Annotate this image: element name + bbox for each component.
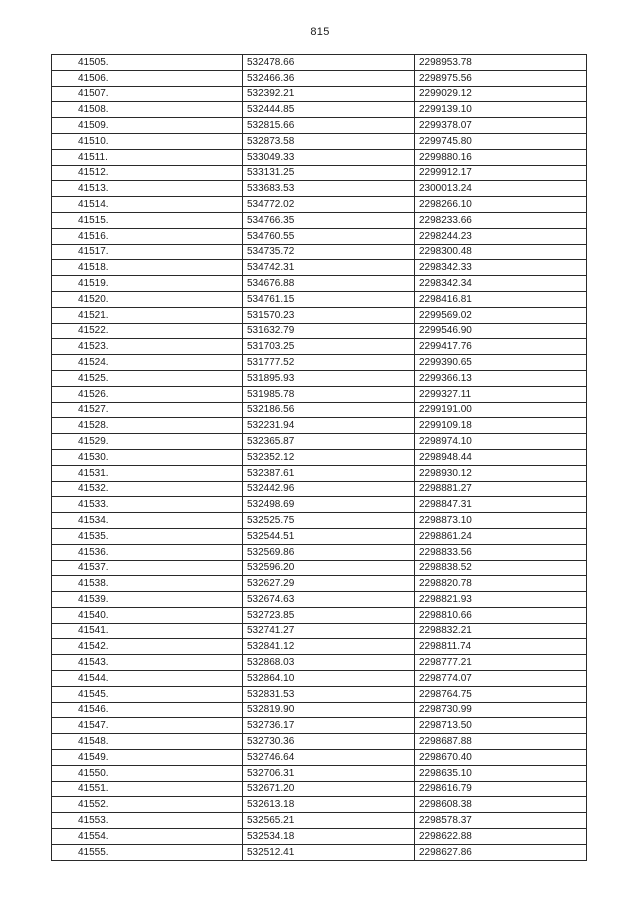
x-coordinate-cell: 533049.33 — [243, 149, 415, 165]
x-coordinate-cell: 532706.31 — [243, 765, 415, 781]
table-row — [52, 671, 587, 687]
y-coordinate-cell: 2298930.12 — [415, 465, 587, 481]
x-coordinate-cell: 532186.56 — [243, 402, 415, 418]
x-coordinate-cell: 531570.23 — [243, 307, 415, 323]
y-coordinate-cell: 2298953.78 — [415, 55, 587, 71]
table-row — [52, 323, 587, 339]
table-row — [52, 276, 587, 292]
y-coordinate-cell: 2298774.07 — [415, 671, 587, 687]
y-coordinate-cell: 2298622.88 — [415, 829, 587, 845]
x-coordinate-cell: 532831.53 — [243, 686, 415, 702]
y-coordinate-cell: 2298847.31 — [415, 497, 587, 513]
x-coordinate-cell: 532741.27 — [243, 623, 415, 639]
point-id-cell: 41516. — [52, 228, 243, 244]
x-coordinate-cell: 532841.12 — [243, 639, 415, 655]
table-row — [52, 513, 587, 529]
point-id-cell: 41528. — [52, 418, 243, 434]
table-row — [52, 212, 587, 228]
x-coordinate-cell: 532671.20 — [243, 781, 415, 797]
table-row — [52, 829, 587, 845]
y-coordinate-cell: 2299029.12 — [415, 86, 587, 102]
x-coordinate-cell: 532674.63 — [243, 592, 415, 608]
point-id-cell: 41525. — [52, 370, 243, 386]
point-id-cell: 41515. — [52, 212, 243, 228]
point-id-cell: 41514. — [52, 197, 243, 213]
point-id-cell: 41538. — [52, 576, 243, 592]
y-coordinate-cell: 2298948.44 — [415, 449, 587, 465]
y-coordinate-cell: 2299390.65 — [415, 355, 587, 371]
x-coordinate-cell: 532873.58 — [243, 133, 415, 149]
point-id-cell: 41526. — [52, 386, 243, 402]
table-row — [52, 576, 587, 592]
table-row — [52, 765, 587, 781]
y-coordinate-cell: 2298687.88 — [415, 734, 587, 750]
table-row — [52, 639, 587, 655]
y-coordinate-cell: 2298342.33 — [415, 260, 587, 276]
y-coordinate-cell: 2298627.86 — [415, 844, 587, 860]
point-id-cell: 41507. — [52, 86, 243, 102]
x-coordinate-cell: 532868.03 — [243, 655, 415, 671]
table-row — [52, 418, 587, 434]
x-coordinate-cell: 532569.86 — [243, 544, 415, 560]
point-id-cell: 41553. — [52, 813, 243, 829]
table-row — [52, 686, 587, 702]
x-coordinate-cell: 532864.10 — [243, 671, 415, 687]
table-row — [52, 307, 587, 323]
x-coordinate-cell: 531777.52 — [243, 355, 415, 371]
x-coordinate-cell: 532387.61 — [243, 465, 415, 481]
y-coordinate-cell: 2298730.99 — [415, 702, 587, 718]
table-row — [52, 528, 587, 544]
table-row — [52, 655, 587, 671]
point-id-cell: 41544. — [52, 671, 243, 687]
table-row — [52, 197, 587, 213]
point-id-cell: 41530. — [52, 449, 243, 465]
y-coordinate-cell: 2299912.17 — [415, 165, 587, 181]
x-coordinate-cell: 534761.15 — [243, 291, 415, 307]
y-coordinate-cell: 2298342.34 — [415, 276, 587, 292]
y-coordinate-cell: 2298233.66 — [415, 212, 587, 228]
x-coordinate-cell: 534676.88 — [243, 276, 415, 292]
table-row — [52, 607, 587, 623]
table-row — [52, 355, 587, 371]
x-coordinate-cell: 531895.93 — [243, 370, 415, 386]
table-row — [52, 544, 587, 560]
table-row — [52, 623, 587, 639]
table-row — [52, 228, 587, 244]
y-coordinate-cell: 2298881.27 — [415, 481, 587, 497]
x-coordinate-cell: 532815.66 — [243, 118, 415, 134]
table-row — [52, 497, 587, 513]
coordinate-table-body — [52, 55, 587, 861]
y-coordinate-cell: 2299366.13 — [415, 370, 587, 386]
x-coordinate-cell: 532730.36 — [243, 734, 415, 750]
point-id-cell: 41548. — [52, 734, 243, 750]
y-coordinate-cell: 2298266.10 — [415, 197, 587, 213]
table-row — [52, 465, 587, 481]
point-id-cell: 41510. — [52, 133, 243, 149]
x-coordinate-cell: 532478.66 — [243, 55, 415, 71]
table-row — [52, 165, 587, 181]
table-row — [52, 260, 587, 276]
y-coordinate-cell: 2298810.66 — [415, 607, 587, 623]
table-row — [52, 370, 587, 386]
y-coordinate-cell: 2298838.52 — [415, 560, 587, 576]
y-coordinate-cell: 2299569.02 — [415, 307, 587, 323]
y-coordinate-cell: 2298764.75 — [415, 686, 587, 702]
x-coordinate-cell: 532627.29 — [243, 576, 415, 592]
table-row — [52, 181, 587, 197]
x-coordinate-cell: 534735.72 — [243, 244, 415, 260]
point-id-cell: 41534. — [52, 513, 243, 529]
point-id-cell: 41523. — [52, 339, 243, 355]
x-coordinate-cell: 532444.85 — [243, 102, 415, 118]
point-id-cell: 41519. — [52, 276, 243, 292]
point-id-cell: 41552. — [52, 797, 243, 813]
y-coordinate-cell: 2299139.10 — [415, 102, 587, 118]
x-coordinate-cell: 534772.02 — [243, 197, 415, 213]
x-coordinate-cell: 532819.90 — [243, 702, 415, 718]
point-id-cell: 41508. — [52, 102, 243, 118]
x-coordinate-cell: 532525.75 — [243, 513, 415, 529]
table-row — [52, 750, 587, 766]
y-coordinate-cell: 2298713.50 — [415, 718, 587, 734]
x-coordinate-cell: 534760.55 — [243, 228, 415, 244]
y-coordinate-cell: 2299417.76 — [415, 339, 587, 355]
x-coordinate-cell: 532565.21 — [243, 813, 415, 829]
x-coordinate-cell: 532746.64 — [243, 750, 415, 766]
table-row — [52, 102, 587, 118]
x-coordinate-cell: 532596.20 — [243, 560, 415, 576]
point-id-cell: 41505. — [52, 55, 243, 71]
point-id-cell: 41541. — [52, 623, 243, 639]
x-coordinate-cell: 533131.25 — [243, 165, 415, 181]
coordinate-table — [51, 54, 587, 861]
y-coordinate-cell: 2298873.10 — [415, 513, 587, 529]
x-coordinate-cell: 532544.51 — [243, 528, 415, 544]
x-coordinate-cell: 534766.35 — [243, 212, 415, 228]
x-coordinate-cell: 531703.25 — [243, 339, 415, 355]
y-coordinate-cell: 2299745.80 — [415, 133, 587, 149]
table-row — [52, 149, 587, 165]
y-coordinate-cell: 2298578.37 — [415, 813, 587, 829]
y-coordinate-cell: 2298832.21 — [415, 623, 587, 639]
point-id-cell: 41540. — [52, 607, 243, 623]
y-coordinate-cell: 2298608.38 — [415, 797, 587, 813]
x-coordinate-cell: 532498.69 — [243, 497, 415, 513]
point-id-cell: 41543. — [52, 655, 243, 671]
point-id-cell: 41542. — [52, 639, 243, 655]
point-id-cell: 41531. — [52, 465, 243, 481]
table-row — [52, 718, 587, 734]
point-id-cell: 41529. — [52, 434, 243, 450]
y-coordinate-cell: 2298300.48 — [415, 244, 587, 260]
x-coordinate-cell: 532352.12 — [243, 449, 415, 465]
y-coordinate-cell: 2299546.90 — [415, 323, 587, 339]
x-coordinate-cell: 532231.94 — [243, 418, 415, 434]
y-coordinate-cell: 2298670.40 — [415, 750, 587, 766]
point-id-cell: 41551. — [52, 781, 243, 797]
table-row — [52, 449, 587, 465]
point-id-cell: 41532. — [52, 481, 243, 497]
table-row — [52, 55, 587, 71]
x-coordinate-cell: 532723.85 — [243, 607, 415, 623]
y-coordinate-cell: 2298833.56 — [415, 544, 587, 560]
point-id-cell: 41533. — [52, 497, 243, 513]
y-coordinate-cell: 2298811.74 — [415, 639, 587, 655]
table-row — [52, 339, 587, 355]
y-coordinate-cell: 2299327.11 — [415, 386, 587, 402]
point-id-cell: 41550. — [52, 765, 243, 781]
x-coordinate-cell: 531985.78 — [243, 386, 415, 402]
x-coordinate-cell: 532512.41 — [243, 844, 415, 860]
y-coordinate-cell: 2298777.21 — [415, 655, 587, 671]
table-row — [52, 133, 587, 149]
point-id-cell: 41539. — [52, 592, 243, 608]
table-row — [52, 702, 587, 718]
x-coordinate-cell: 532466.36 — [243, 70, 415, 86]
y-coordinate-cell: 2298820.78 — [415, 576, 587, 592]
table-row — [52, 844, 587, 860]
table-row — [52, 434, 587, 450]
table-row — [52, 781, 587, 797]
table-row — [52, 797, 587, 813]
point-id-cell: 41522. — [52, 323, 243, 339]
y-coordinate-cell: 2299880.16 — [415, 149, 587, 165]
point-id-cell: 41555. — [52, 844, 243, 860]
point-id-cell: 41517. — [52, 244, 243, 260]
table-row — [52, 813, 587, 829]
y-coordinate-cell: 2298616.79 — [415, 781, 587, 797]
y-coordinate-cell: 2298821.93 — [415, 592, 587, 608]
table-row — [52, 734, 587, 750]
x-coordinate-cell: 532736.17 — [243, 718, 415, 734]
y-coordinate-cell: 2299378.07 — [415, 118, 587, 134]
table-row — [52, 86, 587, 102]
x-coordinate-cell: 532613.18 — [243, 797, 415, 813]
point-id-cell: 41509. — [52, 118, 243, 134]
point-id-cell: 41511. — [52, 149, 243, 165]
table-row — [52, 291, 587, 307]
table-row — [52, 244, 587, 260]
x-coordinate-cell: 533683.53 — [243, 181, 415, 197]
point-id-cell: 41545. — [52, 686, 243, 702]
table-row — [52, 402, 587, 418]
point-id-cell: 41535. — [52, 528, 243, 544]
point-id-cell: 41512. — [52, 165, 243, 181]
table-row — [52, 592, 587, 608]
x-coordinate-cell: 532534.18 — [243, 829, 415, 845]
point-id-cell: 41537. — [52, 560, 243, 576]
y-coordinate-cell: 2300013.24 — [415, 181, 587, 197]
point-id-cell: 41513. — [52, 181, 243, 197]
page-number: 815 — [310, 26, 330, 38]
point-id-cell: 41546. — [52, 702, 243, 718]
point-id-cell: 41549. — [52, 750, 243, 766]
y-coordinate-cell: 2298861.24 — [415, 528, 587, 544]
point-id-cell: 41521. — [52, 307, 243, 323]
x-coordinate-cell: 531632.79 — [243, 323, 415, 339]
table-row — [52, 386, 587, 402]
point-id-cell: 41506. — [52, 70, 243, 86]
point-id-cell: 41536. — [52, 544, 243, 560]
point-id-cell: 41547. — [52, 718, 243, 734]
point-id-cell: 41520. — [52, 291, 243, 307]
y-coordinate-cell: 2298635.10 — [415, 765, 587, 781]
y-coordinate-cell: 2298975.56 — [415, 70, 587, 86]
point-id-cell: 41527. — [52, 402, 243, 418]
point-id-cell: 41554. — [52, 829, 243, 845]
point-id-cell: 41524. — [52, 355, 243, 371]
x-coordinate-cell: 532392.21 — [243, 86, 415, 102]
y-coordinate-cell: 2298416.81 — [415, 291, 587, 307]
point-id-cell: 41518. — [52, 260, 243, 276]
table-row — [52, 560, 587, 576]
y-coordinate-cell: 2298974.10 — [415, 434, 587, 450]
x-coordinate-cell: 532442.96 — [243, 481, 415, 497]
x-coordinate-cell: 534742.31 — [243, 260, 415, 276]
x-coordinate-cell: 532365.87 — [243, 434, 415, 450]
y-coordinate-cell: 2298244.23 — [415, 228, 587, 244]
table-row — [52, 481, 587, 497]
table-row — [52, 118, 587, 134]
table-row — [52, 70, 587, 86]
y-coordinate-cell: 2299191.00 — [415, 402, 587, 418]
y-coordinate-cell: 2299109.18 — [415, 418, 587, 434]
